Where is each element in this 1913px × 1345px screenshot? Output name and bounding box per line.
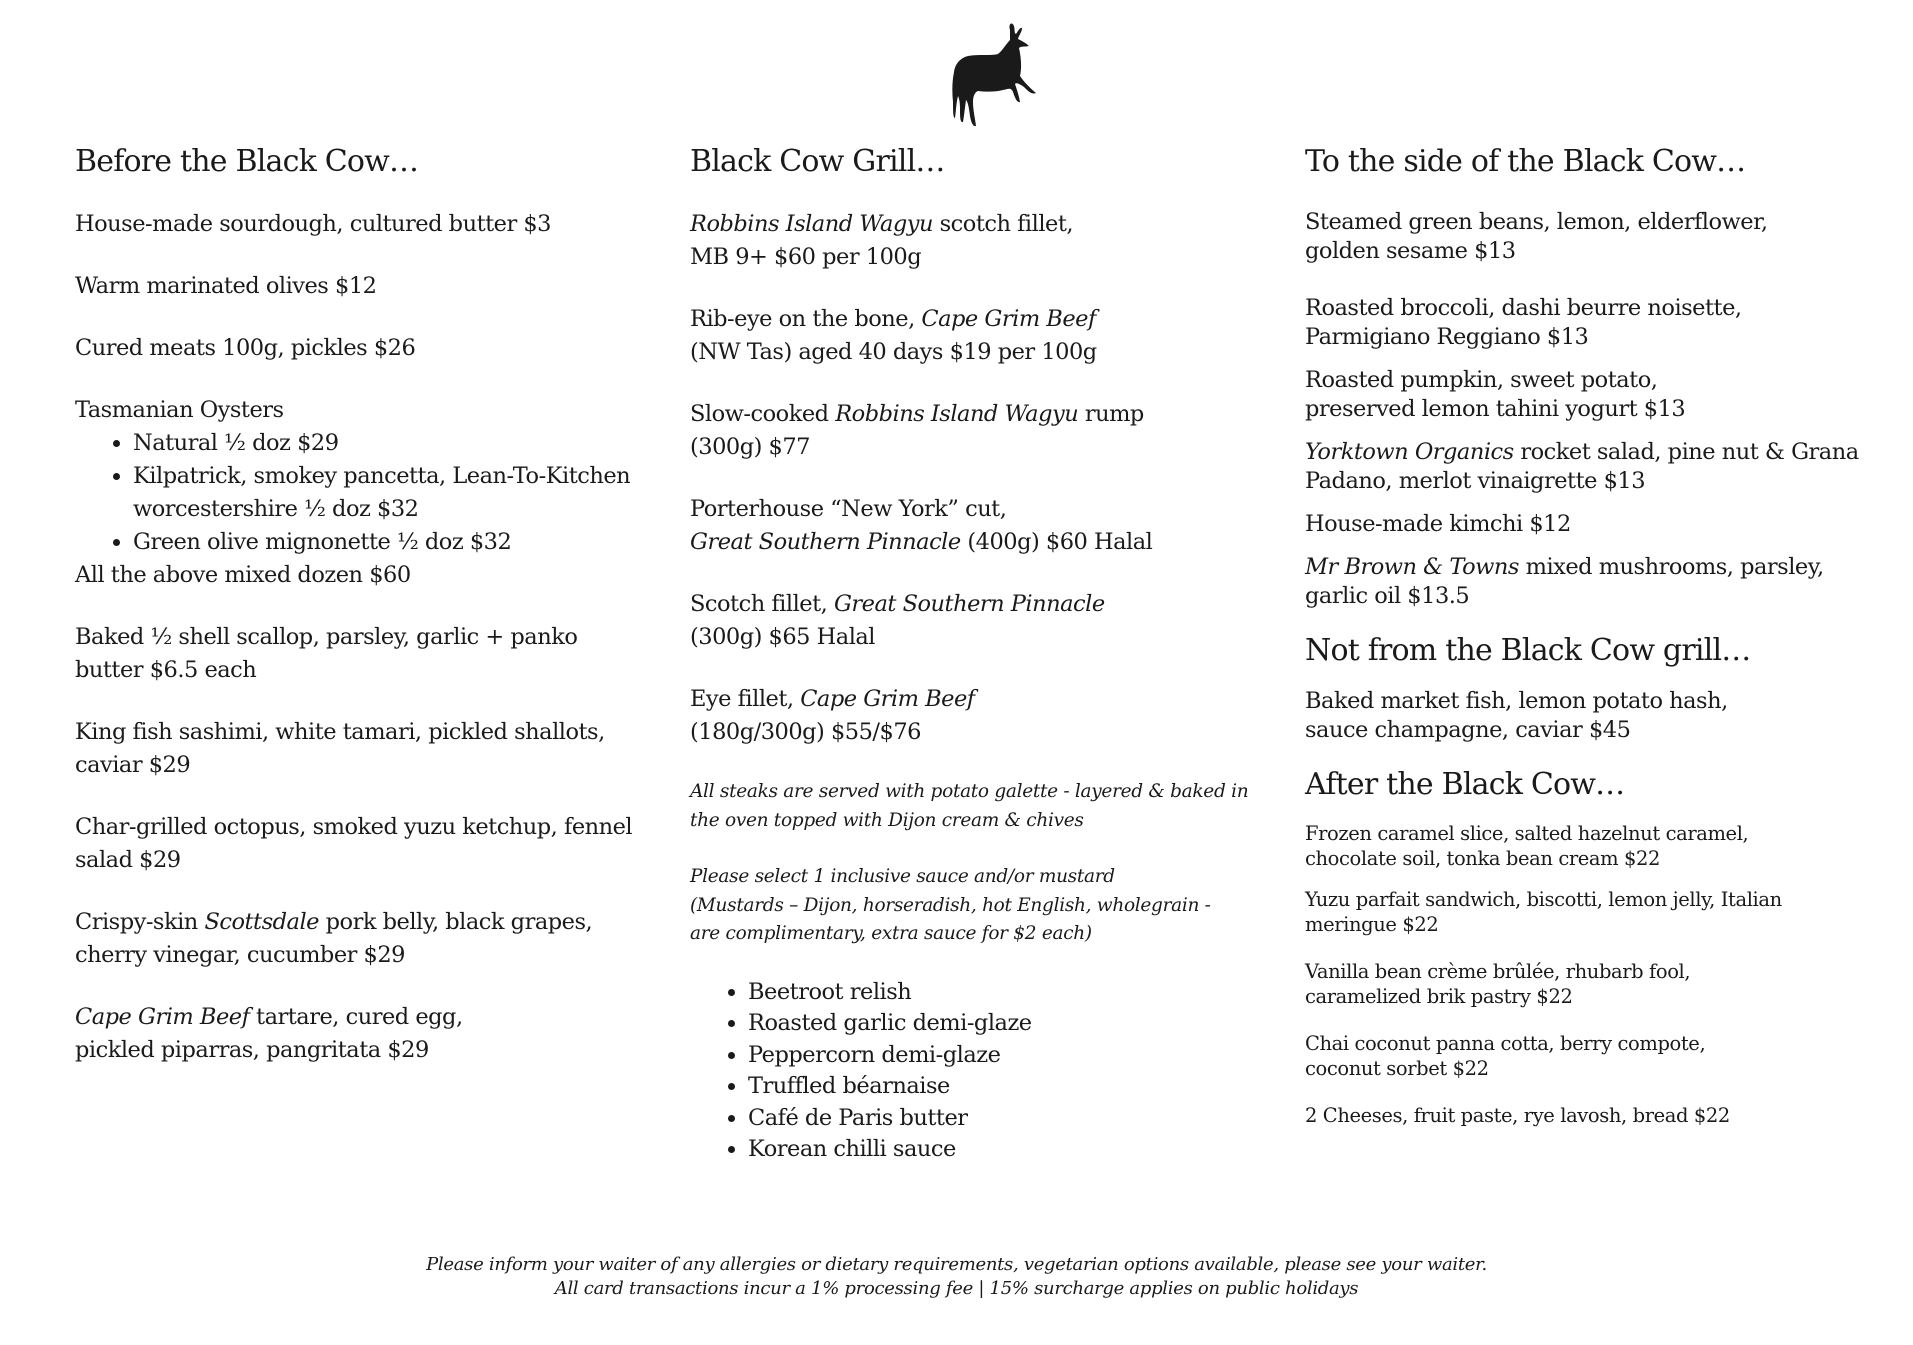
- menu-item: Cured meats 100g, pickles $26: [75, 335, 416, 361]
- footer-notes: [0, 1253, 1913, 1301]
- menu-item: Steamed green beans, lemon, elderflower, golden sesame $13: [1305, 209, 1768, 264]
- dessert-item: Yuzu parfait sandwich, biscotti, lemon jelly, Italian meringue $22: [1305, 888, 1782, 936]
- oysters-group: [75, 394, 645, 592]
- menu-item: House-made sourdough, cultured butter $3: [75, 211, 551, 237]
- sauce-option: • Café de Paris butter: [748, 1103, 1260, 1135]
- sauce-option: • Roasted garlic demi-glaze: [748, 1008, 1260, 1040]
- menu-item: Roasted pumpkin, sweet potato, preserved lemon tahini yogurt $13: [1305, 367, 1686, 422]
- surcharge-note: All card transactions incur a 1% processing fee | 15% surcharge applies on public holidays: [554, 1278, 1359, 1299]
- oyster-option: • Natural ½ doz $29: [133, 427, 645, 460]
- section-title-sides: To the side of the Black Cow…: [1305, 144, 1746, 179]
- sauce-option: • Beetroot relish: [748, 977, 1260, 1009]
- menu-item: Slow-cooked Robbins Island Wagyu rump (300g) $77: [690, 401, 1144, 460]
- menu-item: Rib-eye on the bone, Cape Grim Beef (NW Tas) aged 40 days $19 per 100g: [690, 306, 1097, 365]
- section-title-after: After the Black Cow…: [1305, 767, 1625, 802]
- menu-item: Baked ½ shell scallop, parsley, garlic + panko butter $6.5 each: [75, 624, 578, 683]
- dessert-item: Frozen caramel slice, salted hazelnut caramel, chocolate soil, tonka bean cream $22: [1305, 822, 1749, 870]
- menu-item: Char-grilled octopus, smoked yuzu ketchup, fennel salad $29: [75, 814, 633, 873]
- oysters-mixed: All the above mixed dozen $60: [75, 562, 411, 588]
- section-title-not-grill: Not from the Black Cow grill…: [1305, 633, 1751, 668]
- menu-item: Porterhouse “New York” cut, Great Southern Pinnacle (400g) $60 Halal: [690, 496, 1153, 555]
- oyster-options-list: [75, 427, 645, 559]
- black-cow-logo: [918, 12, 1036, 127]
- menu-item: Eye fillet, Cape Grim Beef (180g/300g) $55/$76: [690, 686, 975, 745]
- menu-item: Baked market fish, lemon potato hash, sauce champagne, caviar $45: [1305, 688, 1728, 743]
- dessert-item: 2 Cheeses, fruit paste, rye lavosh, bread $22: [1305, 1104, 1730, 1127]
- menu-item: Yorktown Organics rocket salad, pine nut & Grana Padano, merlot vinaigrette $13: [1305, 439, 1859, 494]
- black-cow-silhouette-icon: [918, 12, 1036, 127]
- oyster-option: • Green olive mignonette ½ doz $32: [133, 526, 645, 559]
- oysters-title: Tasmanian Oysters: [75, 397, 284, 423]
- menu-item: Crispy-skin Scottsdale pork belly, black grapes, cherry vinegar, cucumber $29: [75, 909, 593, 968]
- menu-item: Roasted broccoli, dashi beurre noisette, Parmigiano Reggiano $13: [1305, 295, 1742, 350]
- before-section: [75, 140, 645, 1096]
- steak-side-note: All steaks are served with potato galette - layered & baked in the oven topped with Dijon cream & chives: [690, 781, 1249, 831]
- dessert-item: Vanilla bean crème brûlée, rhubarb fool, caramelized brik pastry $22: [1305, 960, 1691, 1008]
- menu-item: House-made kimchi $12: [1305, 511, 1571, 537]
- sauce-list: [690, 977, 1260, 1166]
- section-title-grill: Black Cow Grill…: [690, 144, 945, 179]
- menu-item: Scotch fillet, Great Southern Pinnacle (300g) $65 Halal: [690, 591, 1105, 650]
- sauce-note: Please select 1 inclusive sauce and/or mustard (Mustards – Dijon, horseradish, hot English, wholegrain - are complimentary, extra sauce for $2 each): [690, 866, 1211, 944]
- menu-item: Cape Grim Beef tartare, cured egg, pickled piparras, pangritata $29: [75, 1004, 463, 1063]
- menu-item: Warm marinated olives $12: [75, 273, 377, 299]
- grill-section: [690, 140, 1260, 1166]
- sauce-option: • Truffled béarnaise: [748, 1071, 1260, 1103]
- dessert-item: Chai coconut panna cotta, berry compote, coconut sorbet $22: [1305, 1032, 1706, 1080]
- menu-item: Mr Brown & Towns mixed mushrooms, parsley, garlic oil $13.5: [1305, 554, 1824, 609]
- sides-section: [1305, 140, 1885, 1144]
- menu-item: Robbins Island Wagyu scotch fillet, MB 9+ $60 per 100g: [690, 211, 1074, 270]
- sauce-option: • Peppercorn demi-glaze: [748, 1040, 1260, 1072]
- allergy-note: Please inform your waiter of any allergies or dietary requirements, vegetarian options available, please see your waiter.: [426, 1254, 1487, 1275]
- sauce-option: • Korean chilli sauce: [748, 1134, 1260, 1166]
- menu-item: King fish sashimi, white tamari, pickled shallots, caviar $29: [75, 719, 605, 778]
- section-title-before: Before the Black Cow…: [75, 144, 419, 179]
- oyster-option: • Kilpatrick, smokey pancetta, Lean-To-Kitchen worcestershire ½ doz $32: [133, 460, 645, 526]
